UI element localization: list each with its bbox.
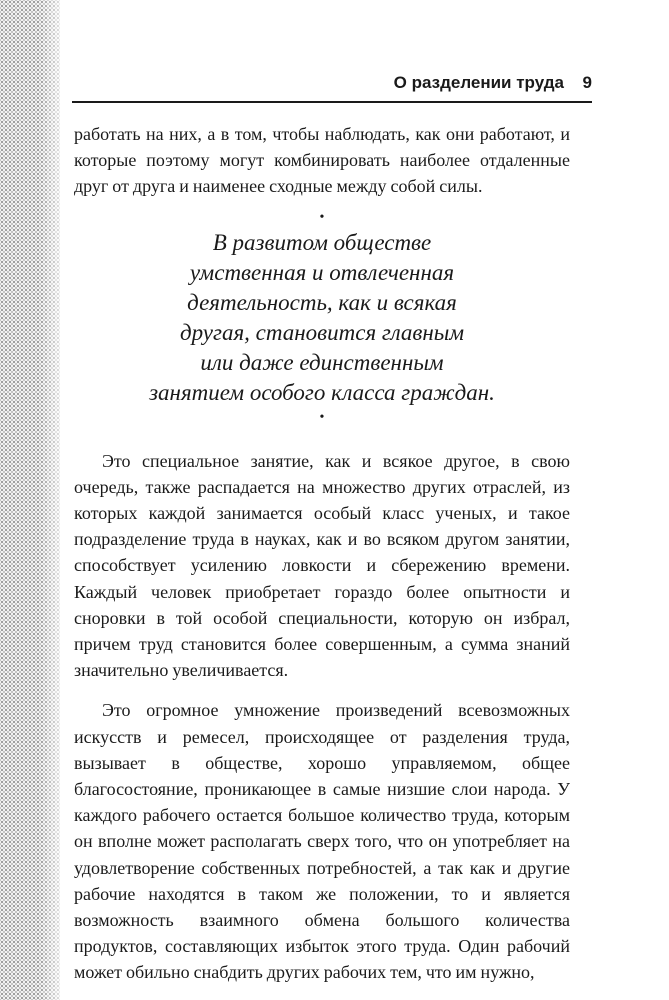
pull-quote-dot-bottom: •: [319, 409, 325, 425]
page-number: 9: [582, 73, 592, 92]
pull-quote-line: занятием особого класса граждан.: [149, 379, 495, 405]
pull-quote: [74, 210, 570, 426]
pull-quote-line: другая, становится главным: [179, 319, 465, 345]
paragraph: Это специальное занятие, как и всякое другое, в свою очередь, также распадается на множество других отраслей, из которых каждой занимается особый класс ученых, и такое подразделение труда в науках, как и во всяком другом занятии, способствует усилению ловкости и сбережению времени. Каждый человек приобретает гораздо более опытности и сноровки в той особой специальности, которую он избрал, причем труд становится более совершенным, а сумма знаний значительно увеличивается.: [74, 450, 570, 681]
pull-quote-line: В развитом обществе: [212, 229, 432, 255]
page-edge-fade: [40, 0, 70, 1000]
pull-quote-line: или даже единственным: [200, 349, 444, 375]
pull-quote-dot-top: •: [319, 209, 325, 225]
pull-quote-line: деятельность, как и всякая: [187, 289, 457, 315]
pull-quote-line: умственная и отвлеченная: [189, 259, 455, 285]
paragraph-continuation: работать на них, а в том, чтобы наблюдать, как они работают, и которые поэтому могут комбинировать наиболее отдаленные друг от друга и наименее сходные между собой силы.: [74, 124, 570, 197]
pull-quote-text: [74, 228, 570, 408]
header-rule: [72, 101, 592, 103]
paragraph: Это огромное умножение произведений всевозможных искусств и ремесел, происходящее от разделения труда, вызывает в обществе, хорошо управляемом, общее благосостояние, проникающее в самые низшие слои народа. У каждого рабочего остается большое количество труда, которым он вполне может располагать сверх того, что он употребляет на удовлетворение собственных потребностей, а так как и другие рабочие находятся в таком же положении, то и является возможность взаимного обмена большого количества продуктов, составляющих избыток этого труда. Один рабочий может обильно снабдить других рабочих тем, что им нужно,: [74, 700, 570, 983]
page-header: [72, 70, 592, 98]
page-body: [74, 121, 570, 986]
running-head: О разделении труда: [393, 73, 564, 92]
